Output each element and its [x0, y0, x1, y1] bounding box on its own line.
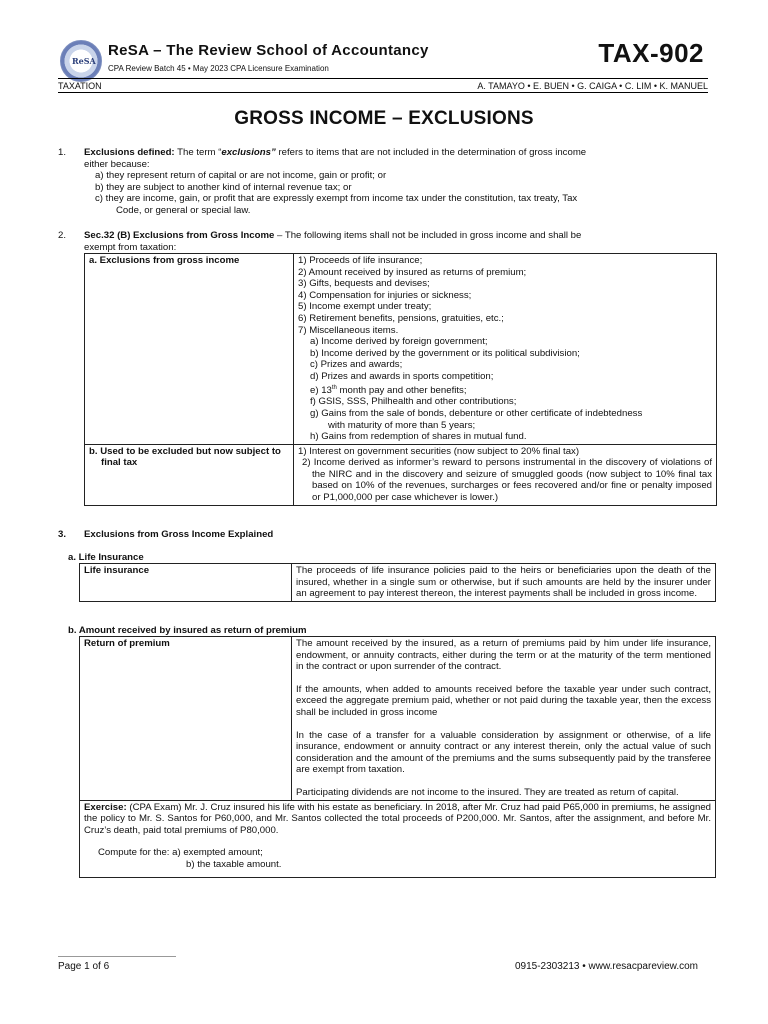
- list-subitem: f) GSIS, SSS, Philhealth and other contributions;: [310, 396, 517, 408]
- page-header: [58, 38, 708, 80]
- school-name: ReSA – The Review School of Accountancy: [108, 42, 429, 59]
- table-row: [80, 564, 716, 602]
- table-row: [85, 444, 717, 505]
- sec1-item-b: b) they are subject to another kind of internal revenue tax; or: [95, 181, 352, 193]
- subject-label: TAXATION: [58, 81, 102, 91]
- list-item: 6) Retirement benefits, pensions, gratuities, etc.;: [298, 312, 504, 324]
- life-insurance-text: The proceeds of life insurance policies paid to the heirs or beneficiaries upon the death of the insured, whether in a single sum or otherwise, but if such amounts are held by the insurer under an agreement to pay interest thereon, the interest payments shall be included in gross income.: [292, 564, 716, 602]
- list-item: 4) Compensation for injuries or sickness;: [298, 289, 472, 301]
- sec1-term: exclusions”: [221, 147, 276, 158]
- table-row: [85, 254, 717, 445]
- subitem-e-pre: e) 13: [310, 384, 332, 396]
- footer-contact: 0915-2303213 • www.resacpareview.com: [514, 961, 698, 972]
- sec1-number: 1.: [58, 147, 67, 158]
- list-item: 7) Miscellaneous items.: [298, 324, 399, 336]
- return-premium-table: [79, 636, 716, 878]
- exercise-text: [84, 802, 711, 837]
- list-subitem: h) Gains from redemption of shares in mutual fund.: [310, 431, 527, 443]
- list-item: 1) Proceeds of life insurance;: [298, 255, 423, 266]
- header-rule-bottom: [58, 92, 708, 93]
- sec3-b-heading: b. Amount received by insured as return of premium: [68, 625, 307, 636]
- table-row: [80, 800, 716, 877]
- list-item: 1) Interest on government securities (now subject to 20% final tax): [298, 445, 580, 457]
- list-subitem: [298, 383, 712, 397]
- sec2-lead: [84, 230, 704, 242]
- exclusions-table: [84, 253, 717, 506]
- return-premium-label: Return of premium: [80, 637, 292, 801]
- exercise-body: (CPA Exam) Mr. J. Cruz insured his life with his estate as beneficiary. In 2018, after Mr. Cruz had paid P65,000 in premiums, he assigned the policy to Mr. S. Santos for P60,000, and Mr. Santos collected the total proceeds of P200,000. Mr. Santos, after the assignment, and before Mr. Cruz’s death, paid total premiums of P80,000.: [84, 801, 711, 836]
- life-insurance-label: Life insurance: [80, 564, 292, 602]
- list-item: 3) Gifts, bequests and devises;: [298, 278, 430, 290]
- compute-a: Compute for the: a) exempted amount;: [98, 847, 263, 859]
- sec1-heading: Exclusions defined:: [84, 147, 175, 158]
- header-rule: [58, 78, 708, 79]
- paragraph: If the amounts, when added to amounts received before the taxable year under such contract, exceed the aggregate premium paid, whether or not paid during the taxable year, then the excess shall be included in gross income: [296, 683, 711, 718]
- list-subitem: g) Gains from the sale of bonds, debenture or other certificate of indebtedness: [310, 407, 643, 419]
- sec2-lead-cont: exempt from taxation:: [84, 241, 177, 253]
- list-subitem: c) Prizes and awards;: [310, 359, 403, 371]
- list-subitem-cont: with maturity of more than 5 years;: [328, 419, 476, 431]
- exercise-cell: [80, 800, 716, 877]
- sec2-heading: Sec.32 (B) Exclusions from Gross Income: [84, 230, 275, 241]
- row-a-label: a. Exclusions from gross income: [85, 254, 294, 445]
- list-subitem: d) Prizes and awards in sports competition;: [310, 370, 494, 382]
- sec3-heading: Exclusions from Gross Income Explained: [84, 529, 274, 540]
- life-insurance-table: [79, 563, 716, 602]
- row-b-label: b. Used to be excluded but now subject to final tax: [85, 444, 294, 505]
- list-subitem: a) Income derived by foreign government;: [310, 336, 488, 348]
- sec1-item-c: c) they are income, gain, or profit that are expressly exempt from income tax under the constitution, tax treaty, Tax: [95, 193, 578, 205]
- page-title: GROSS INCOME – EXCLUSIONS: [234, 108, 534, 129]
- sec2-lead-text: – The following items shall not be included in gross income and shall be: [274, 230, 582, 241]
- sec1-lead: [84, 147, 704, 159]
- list-item: 5) Income exempt under treaty;: [298, 301, 432, 313]
- sec3-a-heading: a. Life Insurance: [68, 552, 144, 563]
- subitem-e-sup: th: [331, 384, 337, 391]
- compute-b: b) the taxable amount.: [186, 858, 282, 870]
- paragraph: Participating dividends are not income to the insured. They are treated as return of capital.: [296, 786, 679, 798]
- sec1-lead-cont: either because:: [84, 158, 150, 170]
- table-row: [80, 637, 716, 801]
- row-a-content: [294, 254, 717, 445]
- footer-rule: [58, 956, 176, 957]
- page-number: Page 1 of 6: [58, 961, 110, 972]
- list-item: 2) Income derived as informer’s reward to persons instrumental in the discovery of violations of the NIRC and in the discovery and seizure of smuggled goods (now subject to 10% final tax based on 10% of the revenues, surcharges or fees recovered and/or fine or penalty imposed or P1,000,000 per case whichever is lower.): [302, 457, 712, 504]
- resa-logo: [60, 40, 102, 82]
- sec1-lead-post: refers to items that are not included in the determination of gross income: [275, 147, 587, 158]
- return-premium-text: [292, 637, 716, 801]
- sec1-item-c-cont: Code, or general or special law.: [116, 205, 251, 216]
- sec1-lead-pre: The term “: [177, 147, 222, 158]
- sec1-item-a: a) they represent return of capital or are not income, gain or profit; or: [95, 170, 387, 182]
- paragraph: In the case of a transfer for a valuable consideration by assignment or otherwise, of a life insurance, endowment or annuity contract or any interest therein, only the actual value of such consideration and the amount of the premiums and the sums subsequently paid by the transferee are exempt from taxation.: [296, 729, 711, 776]
- batch-info: CPA Review Batch 45 • May 2023 CPA Licensure Examination: [108, 64, 329, 73]
- subitem-e-post: month pay and other benefits;: [336, 384, 467, 396]
- sec2-number: 2.: [58, 230, 67, 241]
- row-b-content: [294, 444, 717, 505]
- sec3-number: 3.: [58, 529, 67, 540]
- authors-label: A. TAMAYO • E. BUEN • G. CAIGA • C. LIM • K. MANUEL: [477, 81, 708, 91]
- logo-text: ReSA: [72, 56, 96, 66]
- list-subitem: b) Income derived by the government or its political subdivision;: [310, 347, 580, 359]
- exercise-label: Exercise:: [84, 801, 127, 813]
- module-code: TAX-902: [598, 38, 704, 68]
- paragraph: The amount received by the insured, as a return of premiums paid by him under life insurance, endowment, or annuity contracts, either during the term or at the maturity of the term mentioned in the contract or upon surrender of the contract.: [296, 638, 711, 673]
- list-item: 2) Amount received by insured as returns of premium;: [298, 266, 527, 278]
